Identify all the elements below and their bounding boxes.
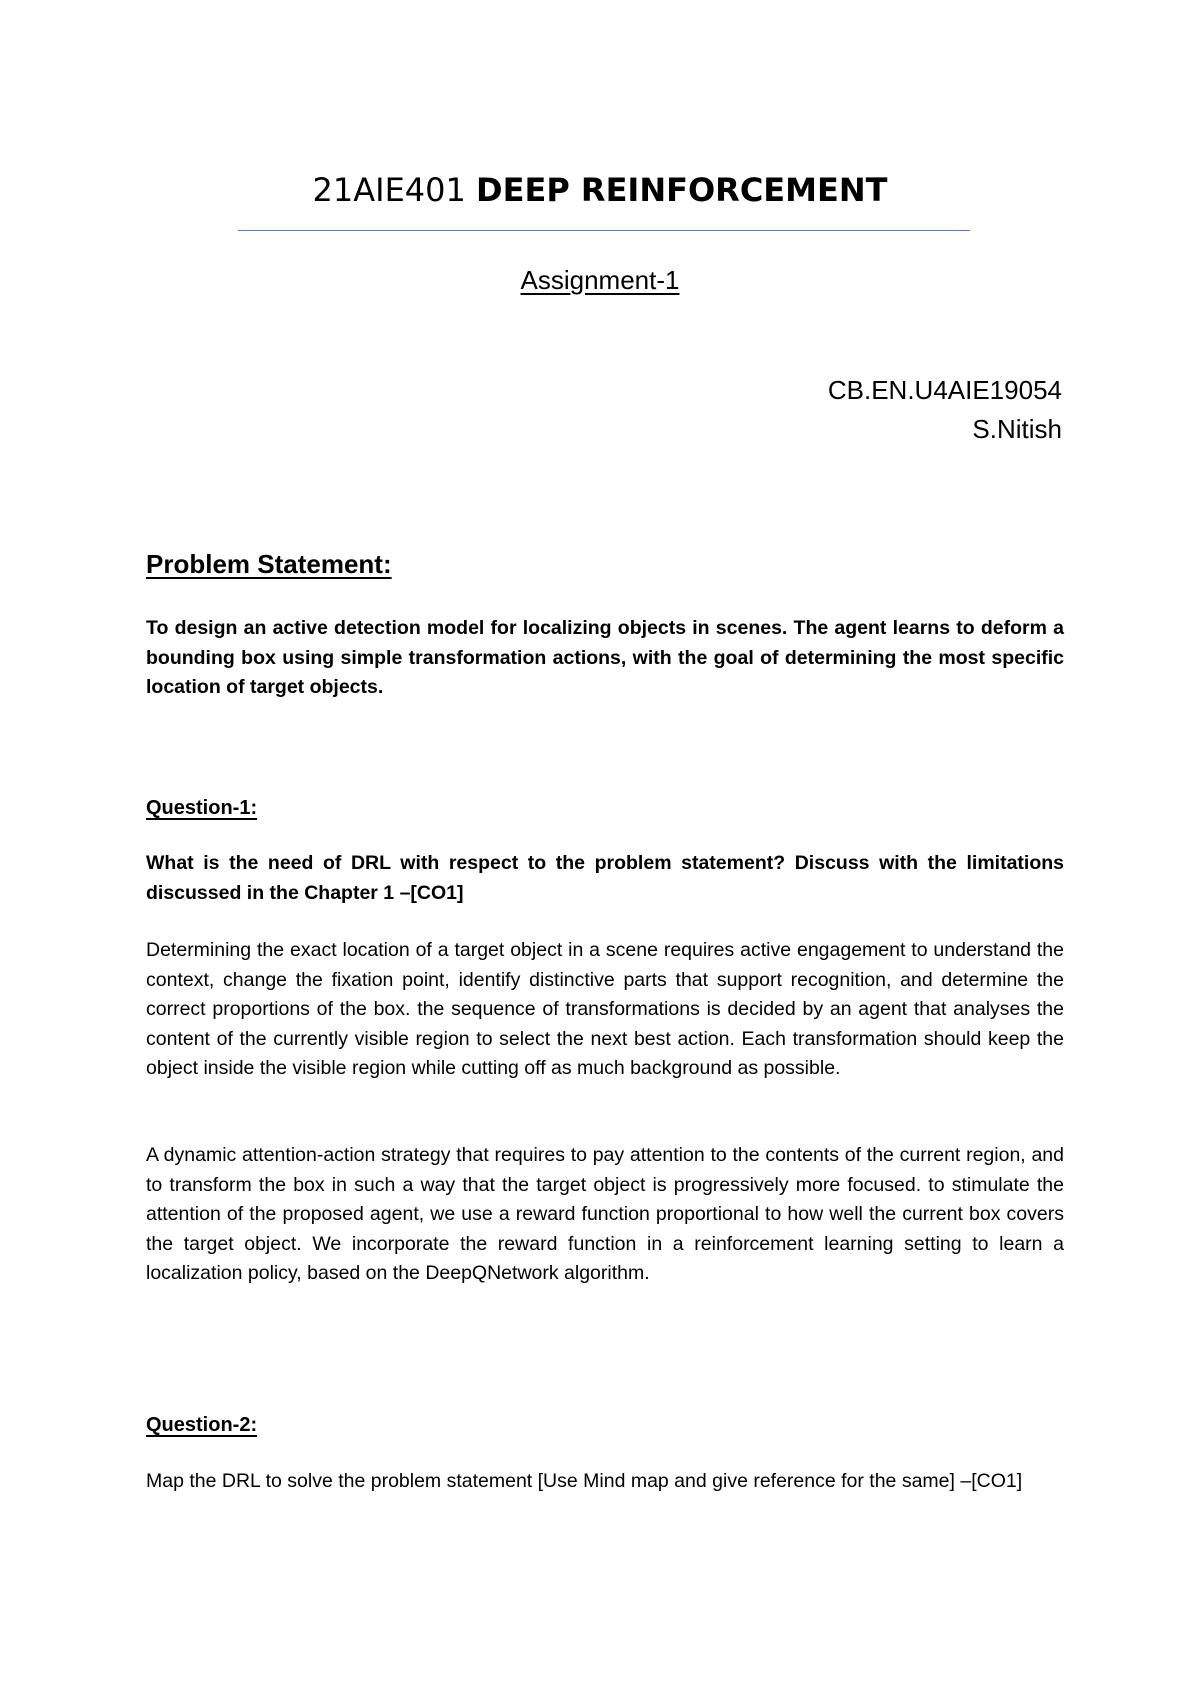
title-divider (238, 230, 970, 231)
question-2-prompt: Map the DRL to solve the problem statement [Use Mind map and give reference for the same] –[CO1] (146, 1470, 1023, 1492)
course-code: 21AIE401 (312, 171, 466, 209)
question-1-prompt: What is the need of DRL with respect to the problem statement? Discuss with the limitations discussed in the Chapter 1 –[CO1] (146, 852, 1064, 904)
problem-statement-text: To design an active detection model for localizing objects in scenes. The agent learns to deform a bounding box using simple transformation actions, with the goal of determining the most specific location of target objects. (146, 617, 1064, 698)
question-1-answer-paragraph-1: Determining the exact location of a target object in a scene requires active engagement to understand the context, change the fixation point, identify distinctive parts that support recognition, and determine the correct proportions of the box. the sequence of transformations is decided by an agent that analyses the content of the currently visible region to select the next best action. Each transformation should keep the object inside the visible region while cutting off as much background as possible. (146, 939, 1064, 1079)
author-roll-number: CB.EN.U4AIE19054 (827, 375, 1062, 405)
document-title (0, 168, 1200, 212)
problem-statement-heading: Problem Statement: (146, 549, 392, 579)
course-name: DEEP REINFORCEMENT (476, 171, 888, 209)
question-1-heading: Question-1: (146, 797, 258, 819)
question-2-heading: Question-2: (146, 1414, 258, 1436)
assignment-title: Assignment-1 (520, 265, 680, 295)
author-name: S.Nitish (972, 414, 1062, 444)
question-1-answer-paragraph-2: A dynamic attention-action strategy that requires to pay attention to the contents of the current region, and to transform the box in such a way that the target object is progressively more focused. to stimulate the attention of the proposed agent, we use a reward function proportional to how well the current box covers the target object. We incorporate the reward function in a reinforcement learning setting to learn a localization policy, based on the DeepQNetwork algorithm. (146, 1144, 1064, 1284)
